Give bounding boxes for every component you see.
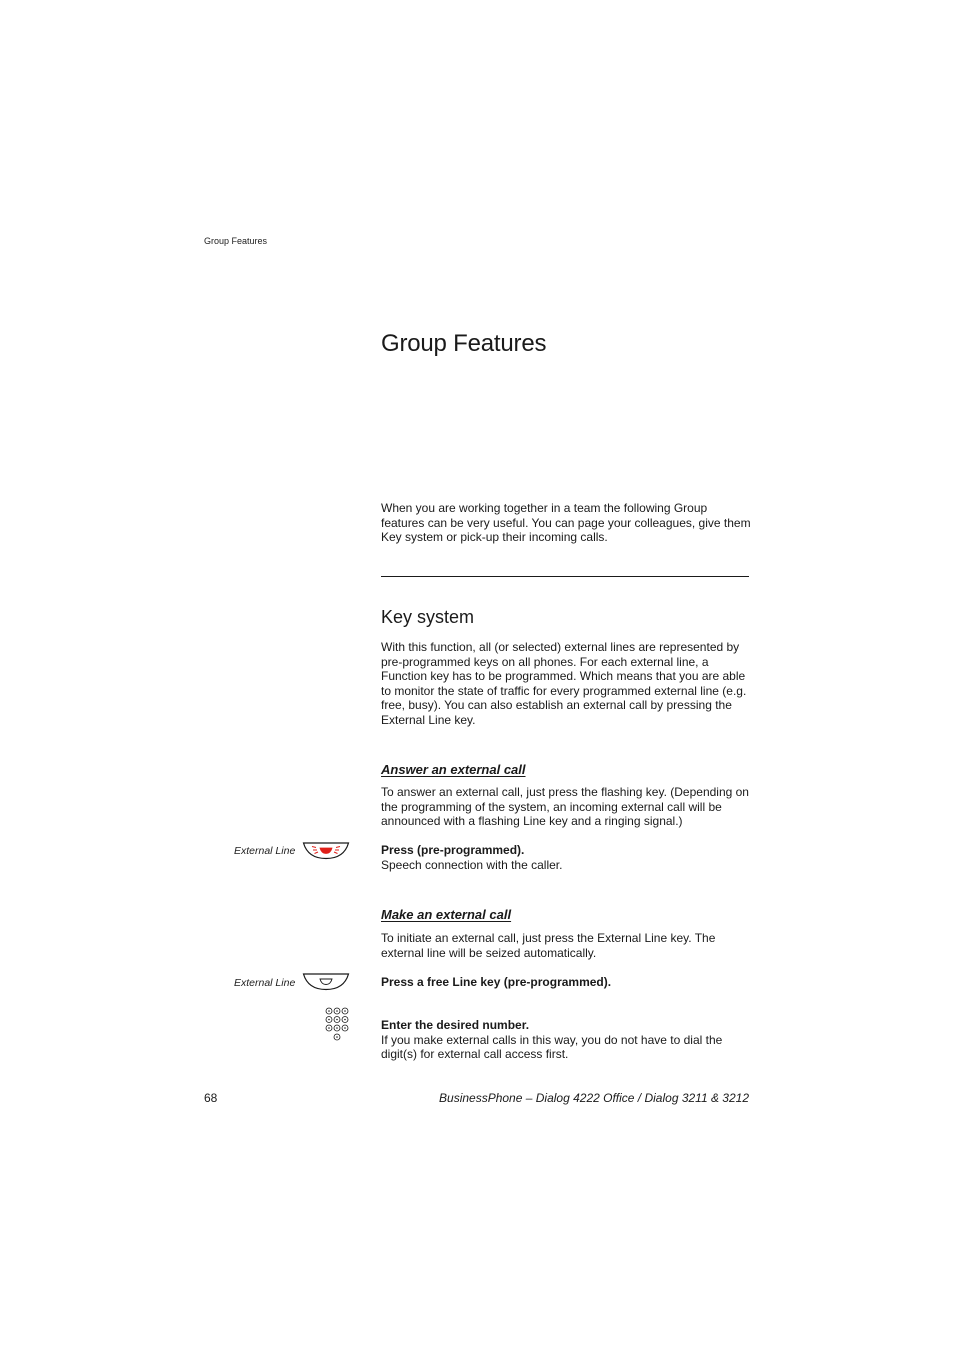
answer-call-description: To answer an external call, just press the flashing key. (Depending on the programming of the system, an incoming external call will be announced with a flashing Line key and a ringing signal.) — [381, 785, 749, 829]
answer-instruction-block — [381, 843, 753, 872]
key-system-description: With this function, all (or selected) external lines are represented by pre-programmed keys on all phones. For each external line, a Function key has to be programmed. Which means that you are able to monitor the state of traffic for every programmed external line (e.g. free, busy). You can also establish an external call by pressing the External Line key. — [381, 640, 747, 727]
make-instruction: Press a free Line key (pre-programmed). — [381, 975, 612, 989]
running-header: Group Features — [204, 236, 268, 246]
intro-paragraph: When you are working together in a team the following Group features can be very useful. You can page your colleagues, give them Key system or pick-up their incoming calls. — [381, 501, 751, 545]
dial-instruction: Enter the desired number. — [381, 1018, 530, 1032]
external-line-label: External Line — [234, 845, 296, 857]
answer-result: Speech connection with the caller. — [381, 857, 563, 872]
key-system-heading: Key system — [381, 607, 475, 627]
dial-instruction-block — [381, 1018, 753, 1062]
dial-note: If you make external calls in this way, you do not have to dial the digit(s) for external call access first. — [381, 1032, 723, 1062]
flashing-line-key-icon — [302, 841, 350, 866]
footer-title: BusinessPhone – Dialog 4222 Office / Dialog 3211 & 3212 — [439, 1091, 749, 1105]
section-divider — [381, 576, 749, 577]
external-line-label: External Line — [234, 977, 296, 989]
keypad-icon — [325, 1007, 351, 1048]
page-title: Group Features — [381, 330, 547, 357]
line-key-icon — [302, 972, 350, 997]
answer-call-heading: Answer an external call — [381, 762, 526, 777]
make-call-heading: Make an external call — [381, 907, 512, 922]
page-number: 68 — [204, 1091, 218, 1105]
make-call-description: To initiate an external call, just press the External Line key. The external line will be seized automatically. — [381, 931, 716, 960]
answer-instruction: Press (pre-programmed). — [381, 843, 525, 857]
